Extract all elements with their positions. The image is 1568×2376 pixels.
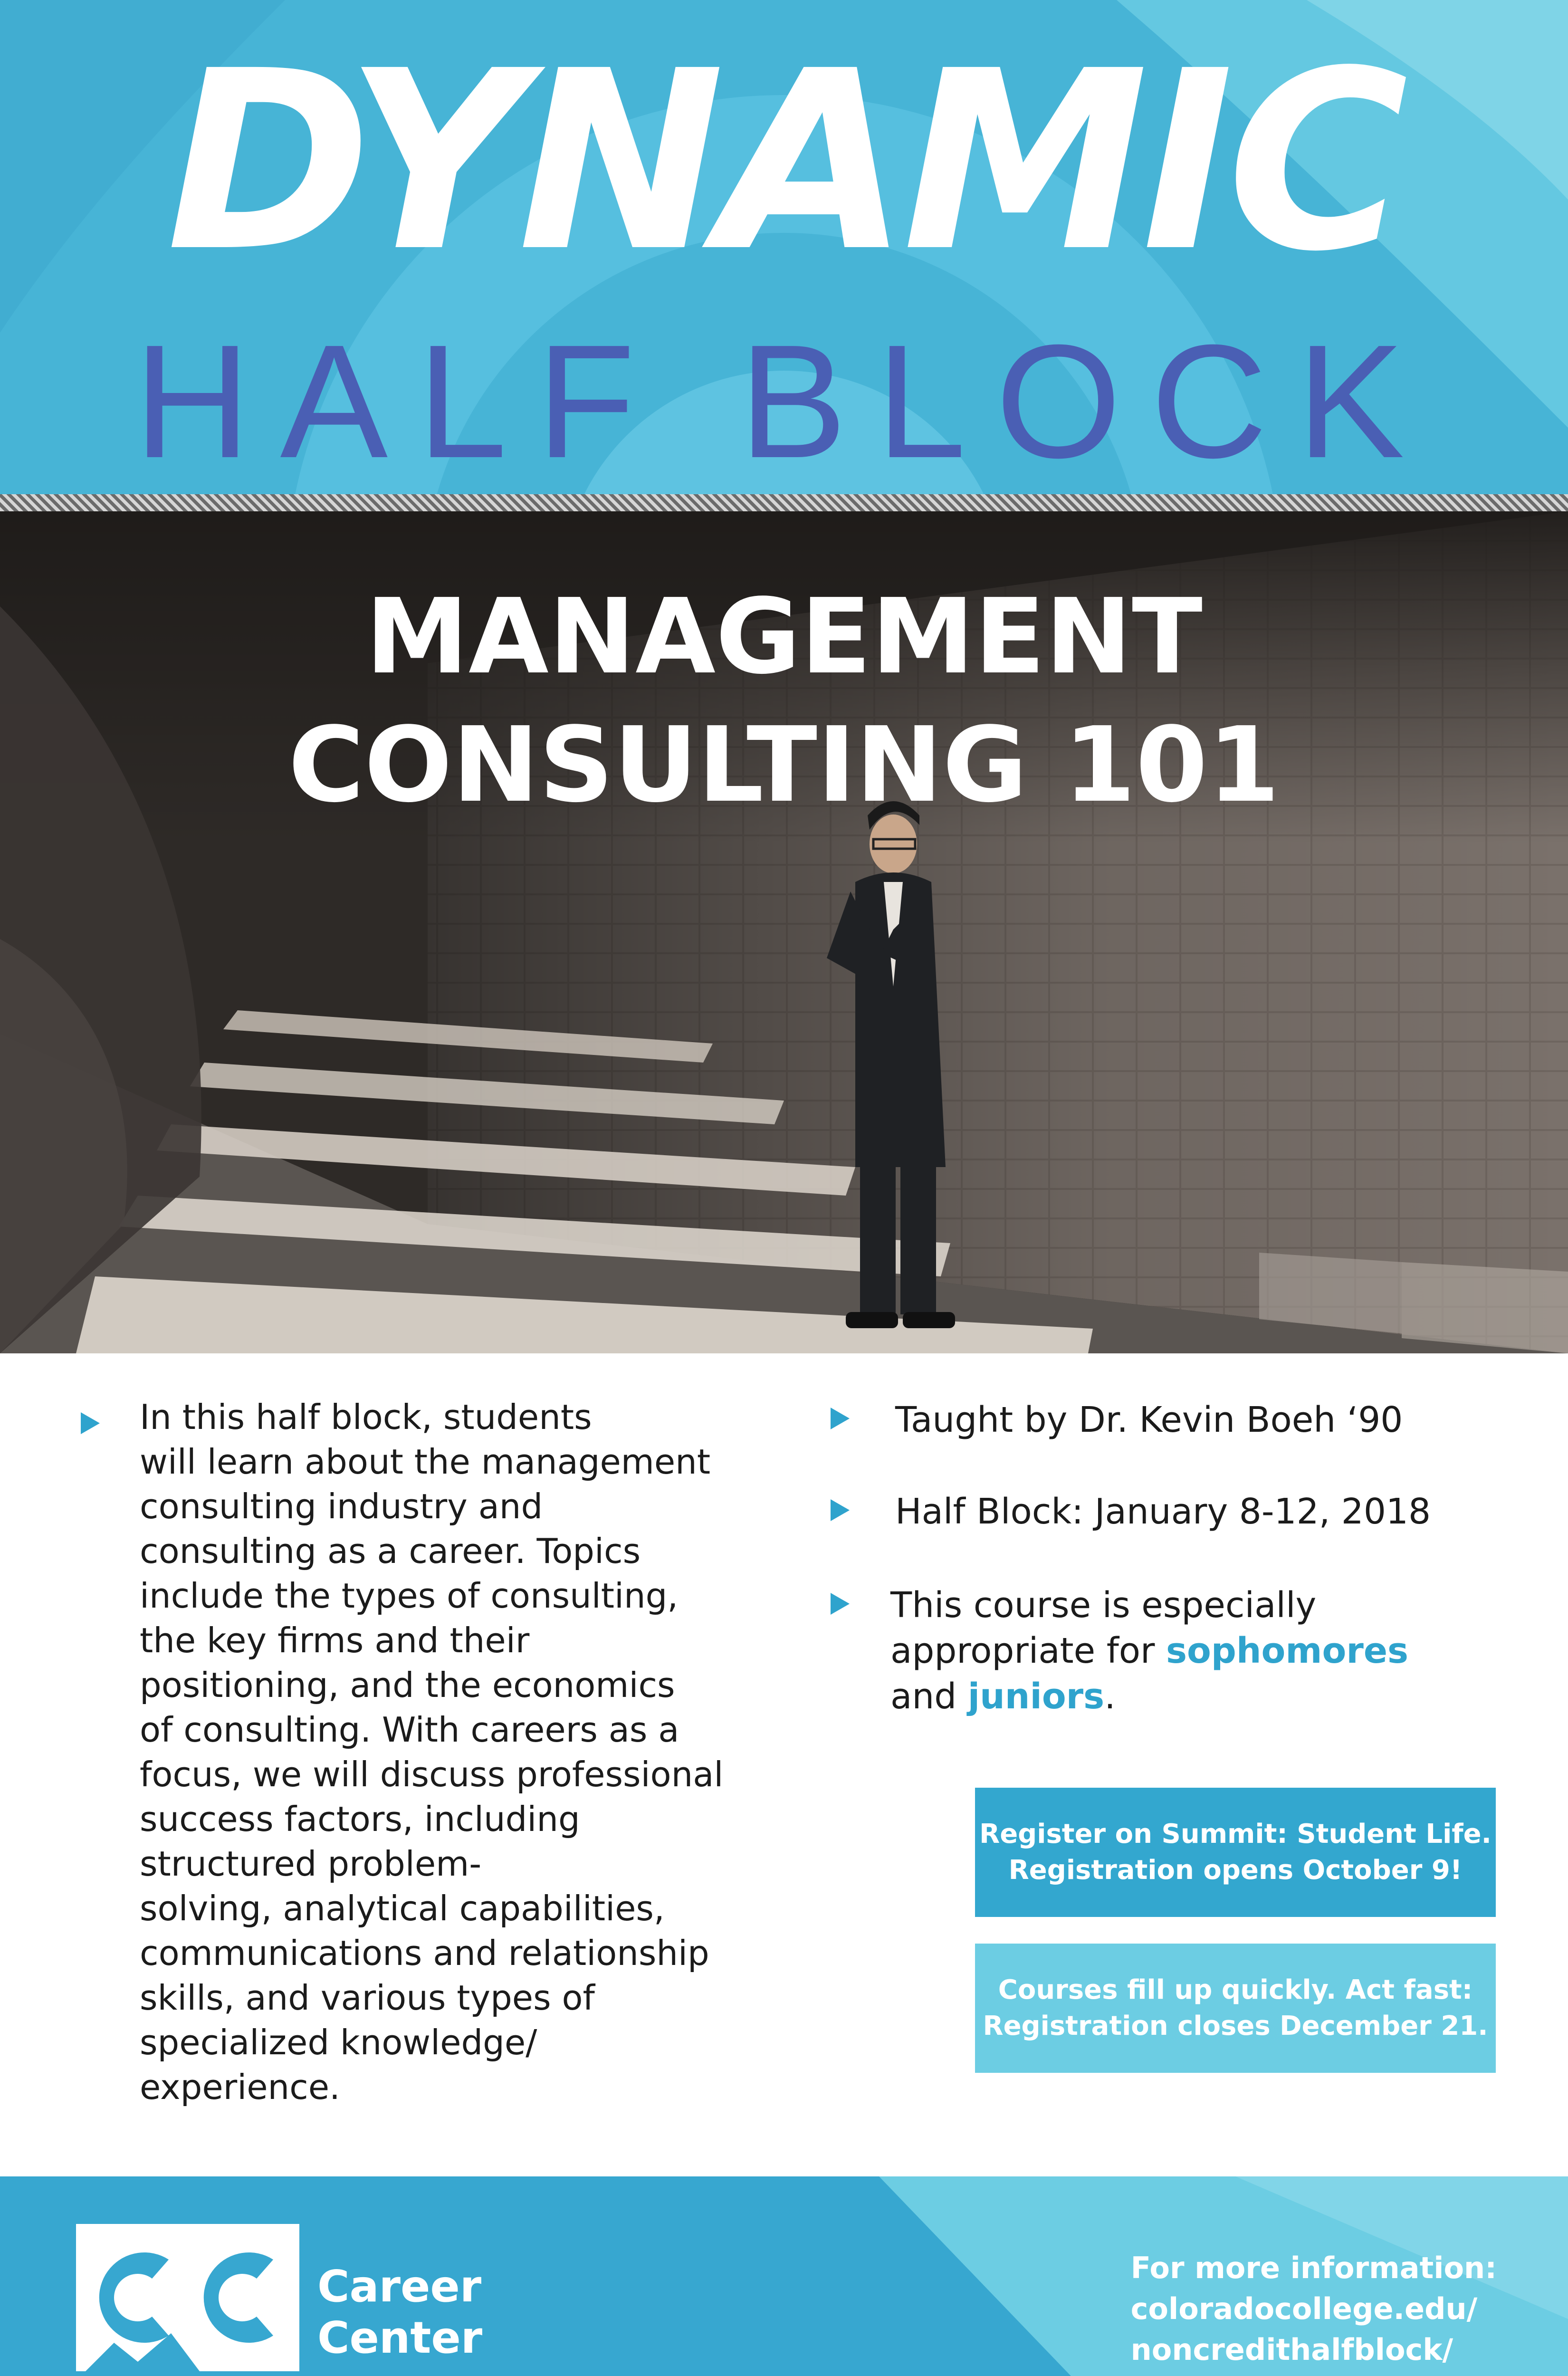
event-subtitle: HALF BLOCK (134, 311, 1434, 492)
description-line: structured problem- (140, 1844, 482, 1884)
description-line: include the types of consulting, (140, 1576, 679, 1616)
header-banner (0, 0, 1568, 504)
footer (0, 2176, 1568, 2376)
bullet-arrow-icon (831, 1499, 850, 1521)
description-line: consulting as a career. Topics (140, 1531, 641, 1571)
audience-text (890, 1582, 1408, 1719)
description-line: skills, and various types of (140, 1978, 595, 2018)
logo-text (317, 2261, 482, 2364)
registration-box-open (975, 1788, 1496, 1917)
bullet-arrow-icon (831, 1593, 850, 1615)
highlight-juniors: juniors (967, 1676, 1105, 1717)
registration-open-line1: Register on Summit: Student Life. (979, 1819, 1492, 1849)
audience-line1: This course is especially (890, 1585, 1317, 1626)
description-line: communications and relationship (140, 1933, 709, 1973)
audience-end: . (1104, 1676, 1116, 1717)
course-title-line2: CONSULTING 101 (288, 705, 1280, 825)
description-line: the key firms and their (140, 1620, 530, 1660)
course-description (140, 1395, 795, 2109)
bullet-arrow-icon (831, 1408, 850, 1429)
instructor-text: Taught by Dr. Kevin Boeh ‘90 (895, 1399, 1403, 1440)
registration-box-close (975, 1944, 1496, 2073)
event-title: DYNAMIC (166, 18, 1402, 306)
audience-and: and (890, 1676, 968, 1717)
hero-photo (0, 511, 1568, 1353)
description-line: focus, we will discuss professional (140, 1754, 724, 1794)
description-line: consulting industry and (140, 1486, 543, 1526)
highlight-sophomores: sophomores (1166, 1630, 1409, 1671)
description-line: success factors, including (140, 1799, 580, 1839)
audience-line3 (890, 1674, 1408, 1719)
more-info (1131, 2248, 1497, 2370)
registration-close-line1: Courses fill up quickly. Act fast: (998, 1974, 1473, 2005)
course-title (0, 573, 1568, 830)
description-line: positioning, and the economics (140, 1665, 675, 1705)
audience-prefix: appropriate for (890, 1630, 1166, 1671)
registration-open-line2: Registration opens October 9! (1008, 1855, 1463, 1886)
more-info-label: For more information: (1130, 2251, 1497, 2285)
registration-close-line2: Registration closes December 21. (983, 2011, 1488, 2041)
description-line: experience. (140, 2067, 340, 2107)
description-line: In this half block, students (140, 1397, 592, 1437)
logo-text-line1: Career (317, 2261, 482, 2312)
cc-logo-icon (76, 2224, 299, 2371)
description-line: solving, analytical capabilities, (140, 1888, 665, 1928)
logo-text-line2: Center (317, 2312, 483, 2363)
description-line: will learn about the management (140, 1442, 711, 1482)
more-info-url-line2[interactable]: noncredithalfblock/ (1130, 2332, 1453, 2367)
description-line: of consulting. With careers as a (140, 1710, 679, 1750)
course-title-line1: MANAGEMENT (365, 577, 1203, 697)
dates-text: Half Block: January 8-12, 2018 (895, 1491, 1431, 1532)
audience-line2 (890, 1628, 1408, 1674)
description-line: specialized knowledge/ (140, 2022, 537, 2062)
bullet-arrow-icon (81, 1412, 100, 1434)
divider-hatch (0, 494, 1568, 511)
more-info-url-line1[interactable]: coloradocollege.edu/ (1130, 2291, 1478, 2326)
